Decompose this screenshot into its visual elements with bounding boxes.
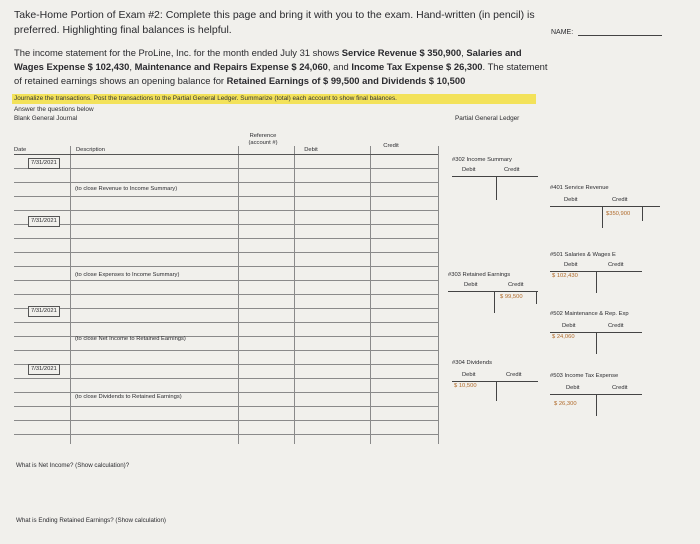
credit-label: Credit — [506, 372, 522, 378]
grid-vline — [70, 146, 71, 444]
col-date: Date — [14, 147, 27, 153]
question-net-income: What is Net Income? (Show calculation)? — [16, 462, 130, 469]
para-a: The income statement for the ProLine, Inc. for the month ended July 31 shows — [14, 47, 342, 58]
t-mid-line — [602, 206, 603, 228]
credit-label: Credit — [608, 323, 624, 329]
t-account-title: #502 Maintenance & Rep. Exp — [550, 311, 629, 317]
t-mid-line — [596, 332, 597, 354]
balance-mark — [642, 207, 643, 221]
para-e: . The statement of retained earnings shows an opening balance for — [14, 61, 548, 86]
col-debit: Debit — [304, 147, 318, 153]
grid-hline — [14, 308, 438, 309]
entry-1-description: (to close Revenue to Income Summary) — [75, 186, 178, 192]
income-tax-text: Income Tax Expense $ 26,300 — [351, 61, 483, 72]
highlight-instructions: Journalize the transactions. Post the transactions to the Partial General Ledger. Summarize (total) each account to show final balances. — [14, 95, 397, 102]
problem-statement — [14, 46, 554, 88]
t-mid-line — [596, 394, 597, 416]
col-credit: Credit — [383, 143, 399, 149]
t-account-502 — [550, 311, 668, 355]
t-debit-value: $ 10,500 — [454, 383, 477, 389]
instructions-line-2: preferred. Highlighting final balances is helpful. — [14, 24, 232, 36]
t-account-title: #304 Dividends — [452, 360, 492, 366]
col-reference: Reference (account #) — [248, 133, 278, 146]
t-account-303 — [448, 272, 540, 316]
name-label: NAME: — [551, 29, 574, 36]
t-account-title: #501 Salaries & Wages E — [550, 252, 616, 258]
t-top-line — [550, 206, 660, 207]
t-debit-value: $ 26,300 — [554, 401, 577, 407]
entry-2-date: 7/31/2021 — [28, 216, 60, 227]
question-ending-retained-earnings: What is Ending Retained Earnings? (Show calculation) — [16, 517, 166, 524]
t-account-title: #303 Retained Earnings — [448, 272, 511, 278]
grid-hline — [14, 420, 438, 421]
balance-mark — [536, 292, 537, 304]
grid-hline — [14, 252, 438, 253]
grid-hline — [14, 406, 438, 407]
service-revenue-text: Service Revenue $ 350,900 — [341, 47, 462, 58]
grid-hline — [14, 350, 438, 351]
t-debit-value: $ 102,430 — [552, 273, 578, 279]
partial-ledger-label: Partial General Ledger — [455, 115, 520, 122]
t-top-line — [448, 291, 538, 292]
grid-hline — [14, 392, 438, 393]
t-account-302 — [452, 157, 540, 197]
name-input-line[interactable] — [578, 35, 662, 36]
grid-hline — [14, 196, 438, 197]
grid-hline — [14, 280, 438, 281]
t-account-title: #302 Income Summary — [452, 157, 512, 163]
salaries-text: Salaries and Wages Expense $ 102,430 — [14, 47, 522, 72]
credit-label: Credit — [608, 262, 624, 268]
t-account-501 — [550, 252, 668, 296]
col-description: Description — [76, 147, 105, 153]
credit-label: Credit — [612, 385, 628, 391]
grid-hline — [14, 168, 438, 169]
entry-3-description: (to close Net Income to Retained Earnings) — [75, 336, 186, 342]
debit-label: Debit — [464, 282, 478, 288]
t-account-title: #401 Service Revenue — [550, 185, 609, 191]
answer-note: Answer the questions below — [14, 106, 94, 113]
grid-vline — [238, 146, 239, 444]
debit-label: Debit — [462, 167, 476, 173]
t-account-503 — [550, 373, 668, 417]
grid-hline — [14, 154, 438, 155]
credit-label: Credit — [504, 167, 520, 173]
t-account-title: #503 Income Tax Expense — [550, 373, 619, 379]
t-mid-line — [596, 271, 597, 293]
instructions-line-1: Take-Home Portion of Exam #2: Complete this page and bring it with you to the exam. Hand-written (in pencil) is — [14, 9, 535, 21]
blank-journal-label: Blank General Journal — [14, 115, 78, 122]
grid-vline — [370, 146, 371, 444]
t-mid-line — [494, 291, 495, 313]
para-b: , — [461, 47, 467, 58]
entry-3-date: 7/31/2021 — [28, 306, 60, 317]
entry-1-date: 7/31/2021 — [28, 158, 60, 169]
debit-label: Debit — [566, 385, 580, 391]
grid-hline — [14, 378, 438, 379]
credit-label: Credit — [508, 282, 524, 288]
retained-text: Retained Earnings of $ 99,500 and Dividends $ 10,500 — [226, 75, 466, 86]
t-mid-line — [496, 176, 497, 200]
grid-hline — [14, 266, 438, 267]
debit-label: Debit — [562, 323, 576, 329]
entry-4-description: (to close Dividends to Retained Earnings) — [75, 394, 182, 400]
t-credit-value: $ 99,500 — [500, 294, 523, 300]
grid-hline — [14, 364, 438, 365]
t-mid-line — [496, 381, 497, 401]
t-account-304 — [452, 360, 540, 400]
grid-hline — [14, 294, 438, 295]
entry-4-date: 7/31/2021 — [28, 364, 60, 375]
t-debit-value: $ 24,060 — [552, 334, 575, 340]
grid-hline — [14, 238, 438, 239]
grid-vline — [294, 146, 295, 444]
grid-hline — [14, 434, 438, 435]
maintenance-text: Maintenance and Repairs Expense $ 24,060 — [134, 61, 328, 72]
t-top-line — [452, 176, 538, 177]
t-top-line — [452, 381, 538, 382]
debit-label: Debit — [462, 372, 476, 378]
t-account-401 — [550, 185, 668, 229]
t-credit-value: $350,900 — [606, 211, 631, 217]
grid-hline — [14, 322, 438, 323]
grid-hline — [14, 182, 438, 183]
grid-vline — [438, 146, 439, 444]
entry-2-description: (to close Expenses to Income Summary) — [75, 272, 180, 278]
para-d: , and — [327, 61, 352, 72]
grid-hline — [14, 224, 438, 225]
credit-label: Credit — [612, 197, 628, 203]
para-c: , — [129, 61, 135, 72]
grid-hline — [14, 210, 438, 211]
debit-label: Debit — [564, 262, 578, 268]
debit-label: Debit — [564, 197, 578, 203]
